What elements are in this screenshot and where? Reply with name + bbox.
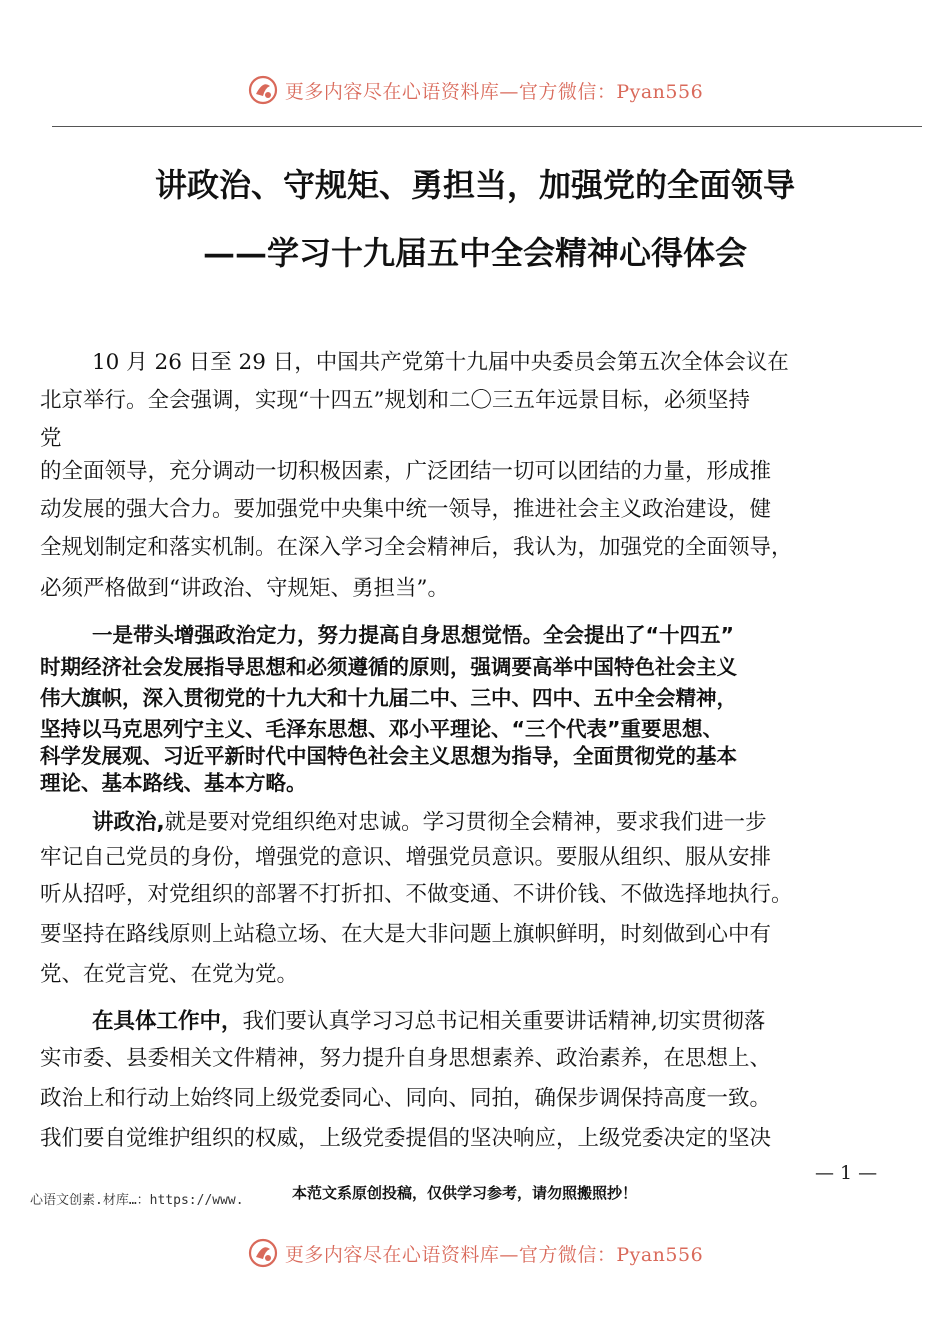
paragraph-4-lead: 在具体工作中，: [92, 1009, 243, 1034]
paragraph-2-line-3: 伟大旗帜，深入贯彻党的十九大和十九届二中、三中、四中、五中全会精神，: [40, 686, 737, 710]
watermark-text: 更多内容尽在心语资料库—官方微信：Pyan556: [284, 1243, 704, 1266]
paragraph-2-line-2: 时期经济社会发展指导思想和必须遵循的原则，强调要高举中国特色社会主义: [40, 655, 737, 679]
header-divider: [52, 126, 922, 127]
paragraph-3-lead: 讲政治,: [92, 810, 165, 835]
paragraph-1-line-5: 动发展的强大合力。要加强党中央集中统一领导，推进社会主义政治建设，健: [40, 497, 772, 522]
paragraph-4-line-1: [92, 1004, 765, 1035]
paragraph-4-line-3: 政治上和行动上始终同上级党委同心、同向、同拍，确保步调保持高度一致。: [40, 1086, 772, 1111]
paragraph-4-line-2: 实市委、县委相关文件精神，努力提升自身思想素养、政治素养，在思想上、: [40, 1046, 772, 1071]
page-number: — 1 —: [815, 1162, 878, 1184]
document-title: 讲政治、守规矩、勇担当，加强党的全面领导: [154, 166, 795, 204]
paragraph-1-line-4: 的全面领导，充分调动一切积极因素，广泛团结一切可以团结的力量，形成推: [40, 459, 772, 484]
paragraph-4-line-4: 我们要自觉维护组织的权威，上级党委提倡的坚决响应，上级党委决定的坚决: [40, 1126, 772, 1151]
paragraph-3-line-1: [92, 805, 767, 836]
paragraph-1-line-3: 党: [40, 426, 62, 451]
paragraph-4-first: 我们要认真学习习总书记相关重要讲话精神,切实贯彻落: [242, 1009, 766, 1034]
document-subtitle: ——学习十九届五中全会精神心得体会: [202, 234, 747, 272]
footer-source-url: 心语文创素.材库…：https://www.: [30, 1193, 244, 1208]
footer-notice: 本范文系原创投稿，仅供学习参考，请勿照搬照抄！: [292, 1184, 638, 1202]
paragraph-2-line-5: 科学发展观、习近平新时代中国特色社会主义思想为指导，全面贯彻党的基本: [40, 744, 737, 768]
paragraph-3-line-2: 牢记自己党员的身份，增强党的意识、增强党员意识。要服从组织、服从安排: [40, 845, 772, 870]
paragraph-1-line-2: 北京举行。全会强调，实现“十四五”规划和二〇三五年远景目标，必须坚持: [40, 388, 750, 413]
watermark-logo-icon: [247, 1237, 279, 1269]
paragraph-3-line-5: 党、在党言党、在党为党。: [40, 962, 299, 987]
watermark-banner-top: [0, 70, 950, 110]
paragraph-2-line-4: 坚持以马克思列宁主义、毛泽东思想、邓小平理论、“三个代表”重要思想、: [40, 717, 723, 741]
watermark-banner-bottom: [0, 1233, 950, 1273]
paragraph-3-line-4: 要坚持在路线原则上站稳立场、在大是大非问题上旗帜鲜明，时刻做到心中有: [40, 922, 772, 947]
paragraph-1-line-7: 必须严格做到“讲政治、守规矩、勇担当”。: [40, 576, 449, 601]
paragraph-1-line-6: 全规划制定和落实机制。在深入学习全会精神后，我认为，加强党的全面领导，: [40, 535, 793, 560]
paragraph-3-line-3: 听从招呼，对党组织的部署不打折扣、不做变通、不讲价钱、不做选择地执行。: [40, 882, 793, 907]
paragraph-1-line-1: 10 月 26 日至 29 日，中国共产党第十九届中央委员会第五次全体会议在: [92, 350, 789, 375]
watermark-text: 更多内容尽在心语资料库—官方微信：Pyan556: [284, 80, 704, 103]
watermark-logo-icon: [247, 74, 279, 106]
paragraph-2-line-1: 一是带头增强政治定力，努力提高自身思想觉悟。全会提出了“十四五”: [92, 623, 734, 647]
paragraph-3-first: 就是要对党组织绝对忠诚。学习贯彻全会精神，要求我们进一步: [164, 810, 767, 835]
paragraph-2-line-6: 理论、基本路线、基本方略。: [40, 771, 307, 795]
